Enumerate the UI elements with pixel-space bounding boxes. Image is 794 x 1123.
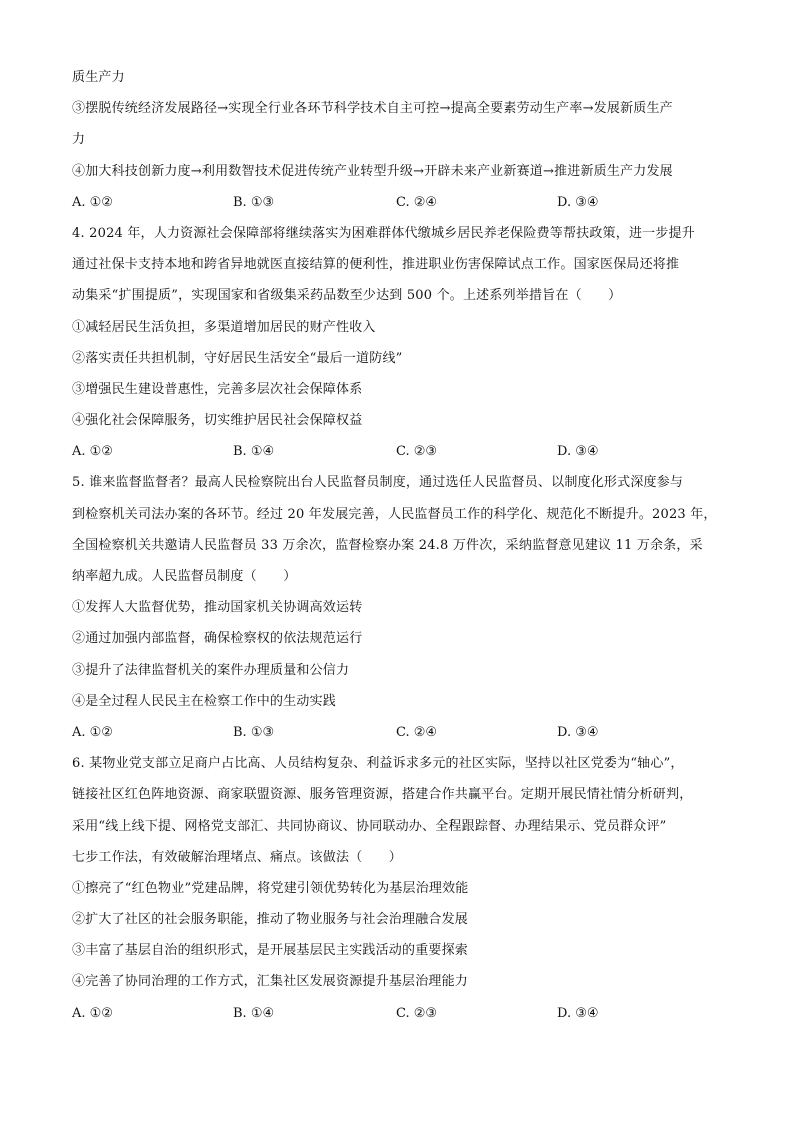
- q3-option-d[interactable]: D. ③④: [557, 194, 599, 210]
- q4-options: [72, 436, 722, 467]
- exam-page: [72, 62, 722, 1029]
- q6-options: [72, 998, 722, 1029]
- q4-option-a[interactable]: A. ①②: [72, 444, 113, 460]
- q5-statement-3: ③提升了法律监督机关的案件办理质量和公信力: [72, 662, 350, 678]
- q3-statement-3-cont: 力: [72, 132, 86, 148]
- q6-stem-line-1: 6. 某物业党支部立足商户占比高、人员结构复杂、利益诉求多元的社区实际，坚持以社区党委为“轴心”，: [72, 756, 684, 772]
- q5-stem-line-4: 纳率超九成。人民监督员制度（ ）: [72, 569, 297, 584]
- q6-statement-2: ②扩大了社区的社会服务职能，推动了物业服务与社会治理融合发展: [72, 912, 469, 928]
- q5-option-a[interactable]: A. ①②: [72, 724, 113, 740]
- q6-option-d[interactable]: D. ③④: [557, 1005, 599, 1021]
- q4-statement-3: ③增强民生建设普惠性，完善多层次社会保障体系: [72, 381, 363, 397]
- q3-statement-4: ④加大科技创新力度→利用数智技术促进传统产业转型升级→开辟未来产业新赛道→推进新质生产力发展: [72, 163, 673, 179]
- q3-option-c[interactable]: C. ②④: [396, 194, 438, 210]
- q4-statement-4: ④强化社会保障服务，切实维护居民社会保障权益: [72, 413, 363, 429]
- q3-statement-3: ③摆脱传统经济发展路径→实现全行业各环节科学技术自主可控→提高全要素劳动生产率→发展新质生产: [72, 101, 673, 117]
- q6-statement-3: ③丰富了基层自治的组织形式，是开展基层民主实践活动的重要探索: [72, 943, 469, 959]
- q5-stem-line-2: 到检察机关司法办案的各环节。经过 20 年发展完善，人民监督员工作的科学化、规范化不断提升。2023 年，: [72, 506, 717, 522]
- q5-option-c[interactable]: C. ②④: [396, 724, 438, 740]
- q5-statement-1: ①发挥人大监督优势，推动国家机关协调高效运转: [72, 600, 363, 616]
- q6-stem-line-4: 七步工作法，有效破解治理堵点、痛点。该做法（ ）: [72, 849, 403, 865]
- q3-options: [72, 187, 722, 218]
- q5-stem-line-1: 5. 谁来监督监督者？最高人民检察院出台人民监督员制度，通过选任人民监督员、以制度化形式深度参与: [72, 475, 684, 491]
- q3-option-b[interactable]: B. ①③: [233, 194, 275, 210]
- q5-option-b[interactable]: B. ①③: [233, 724, 275, 740]
- q4-option-c[interactable]: C. ②③: [396, 444, 438, 460]
- q4-stem-line-3: 动集采“扩围提质”，实现国家和省级集采药品数至少达到 500 个。上述系列举措旨在（ ）: [72, 288, 622, 304]
- q6-statement-1: ①擦亮了“红色物业”党建品牌，将党建引领优势转化为基层治理效能: [72, 880, 469, 896]
- q4-option-b[interactable]: B. ①④: [233, 444, 275, 460]
- q5-options: [72, 717, 722, 748]
- q6-option-c[interactable]: C. ②③: [396, 1005, 438, 1021]
- q6-option-b[interactable]: B. ①④: [233, 1005, 275, 1021]
- q3-option-a[interactable]: A. ①②: [72, 194, 113, 210]
- q5-option-d[interactable]: D. ③④: [557, 724, 599, 740]
- q4-statement-2: ②落实责任共担机制，守好居民生活安全“最后一道防线”: [72, 350, 403, 366]
- q4-stem-line-1: 4. 2024 年，人力资源社会保障部将继续落实为困难群体代缴城乡居民养老保险费等帮扶政策，进一步提升: [72, 225, 695, 241]
- q4-stem-line-2: 通过社保卡支持本地和跨省异地就医直接结算的便利性，推进职业伤害保障试点工作。国家医保局还将推: [72, 257, 680, 273]
- q4-statement-1: ①减轻居民生活负担，多渠道增加居民的财产性收入: [72, 319, 376, 335]
- q6-statement-4: ④完善了协同治理的工作方式，汇集社区发展资源提升基层治理能力: [72, 974, 469, 990]
- q6-stem-line-3: 采用“线上线下提、网格党支部汇、共同协商议、协同联动办、全程跟踪督、办理结果示、党员群众评”: [72, 818, 667, 834]
- q5-stem-line-3: 全国检察机关共邀请人民监督员 33 万余次，监督检察办案 24.8 万件次，采纳监督意见建议 11 万余条，采: [72, 537, 703, 553]
- q5-statement-4: ④是全过程人民民主在检察工作中的生动实践: [72, 693, 337, 709]
- q3-stem-tail: 质生产力: [72, 70, 125, 85]
- q6-stem-line-2: 链接社区红色阵地资源、商家联盟资源、服务管理资源，搭建合作共赢平台。定期开展民情社情分析研判，: [72, 787, 693, 803]
- q6-option-a[interactable]: A. ①②: [72, 1005, 113, 1021]
- q4-option-d[interactable]: D. ③④: [557, 444, 599, 460]
- q5-statement-2: ②通过加强内部监督，确保检察权的依法规范运行: [72, 631, 363, 647]
